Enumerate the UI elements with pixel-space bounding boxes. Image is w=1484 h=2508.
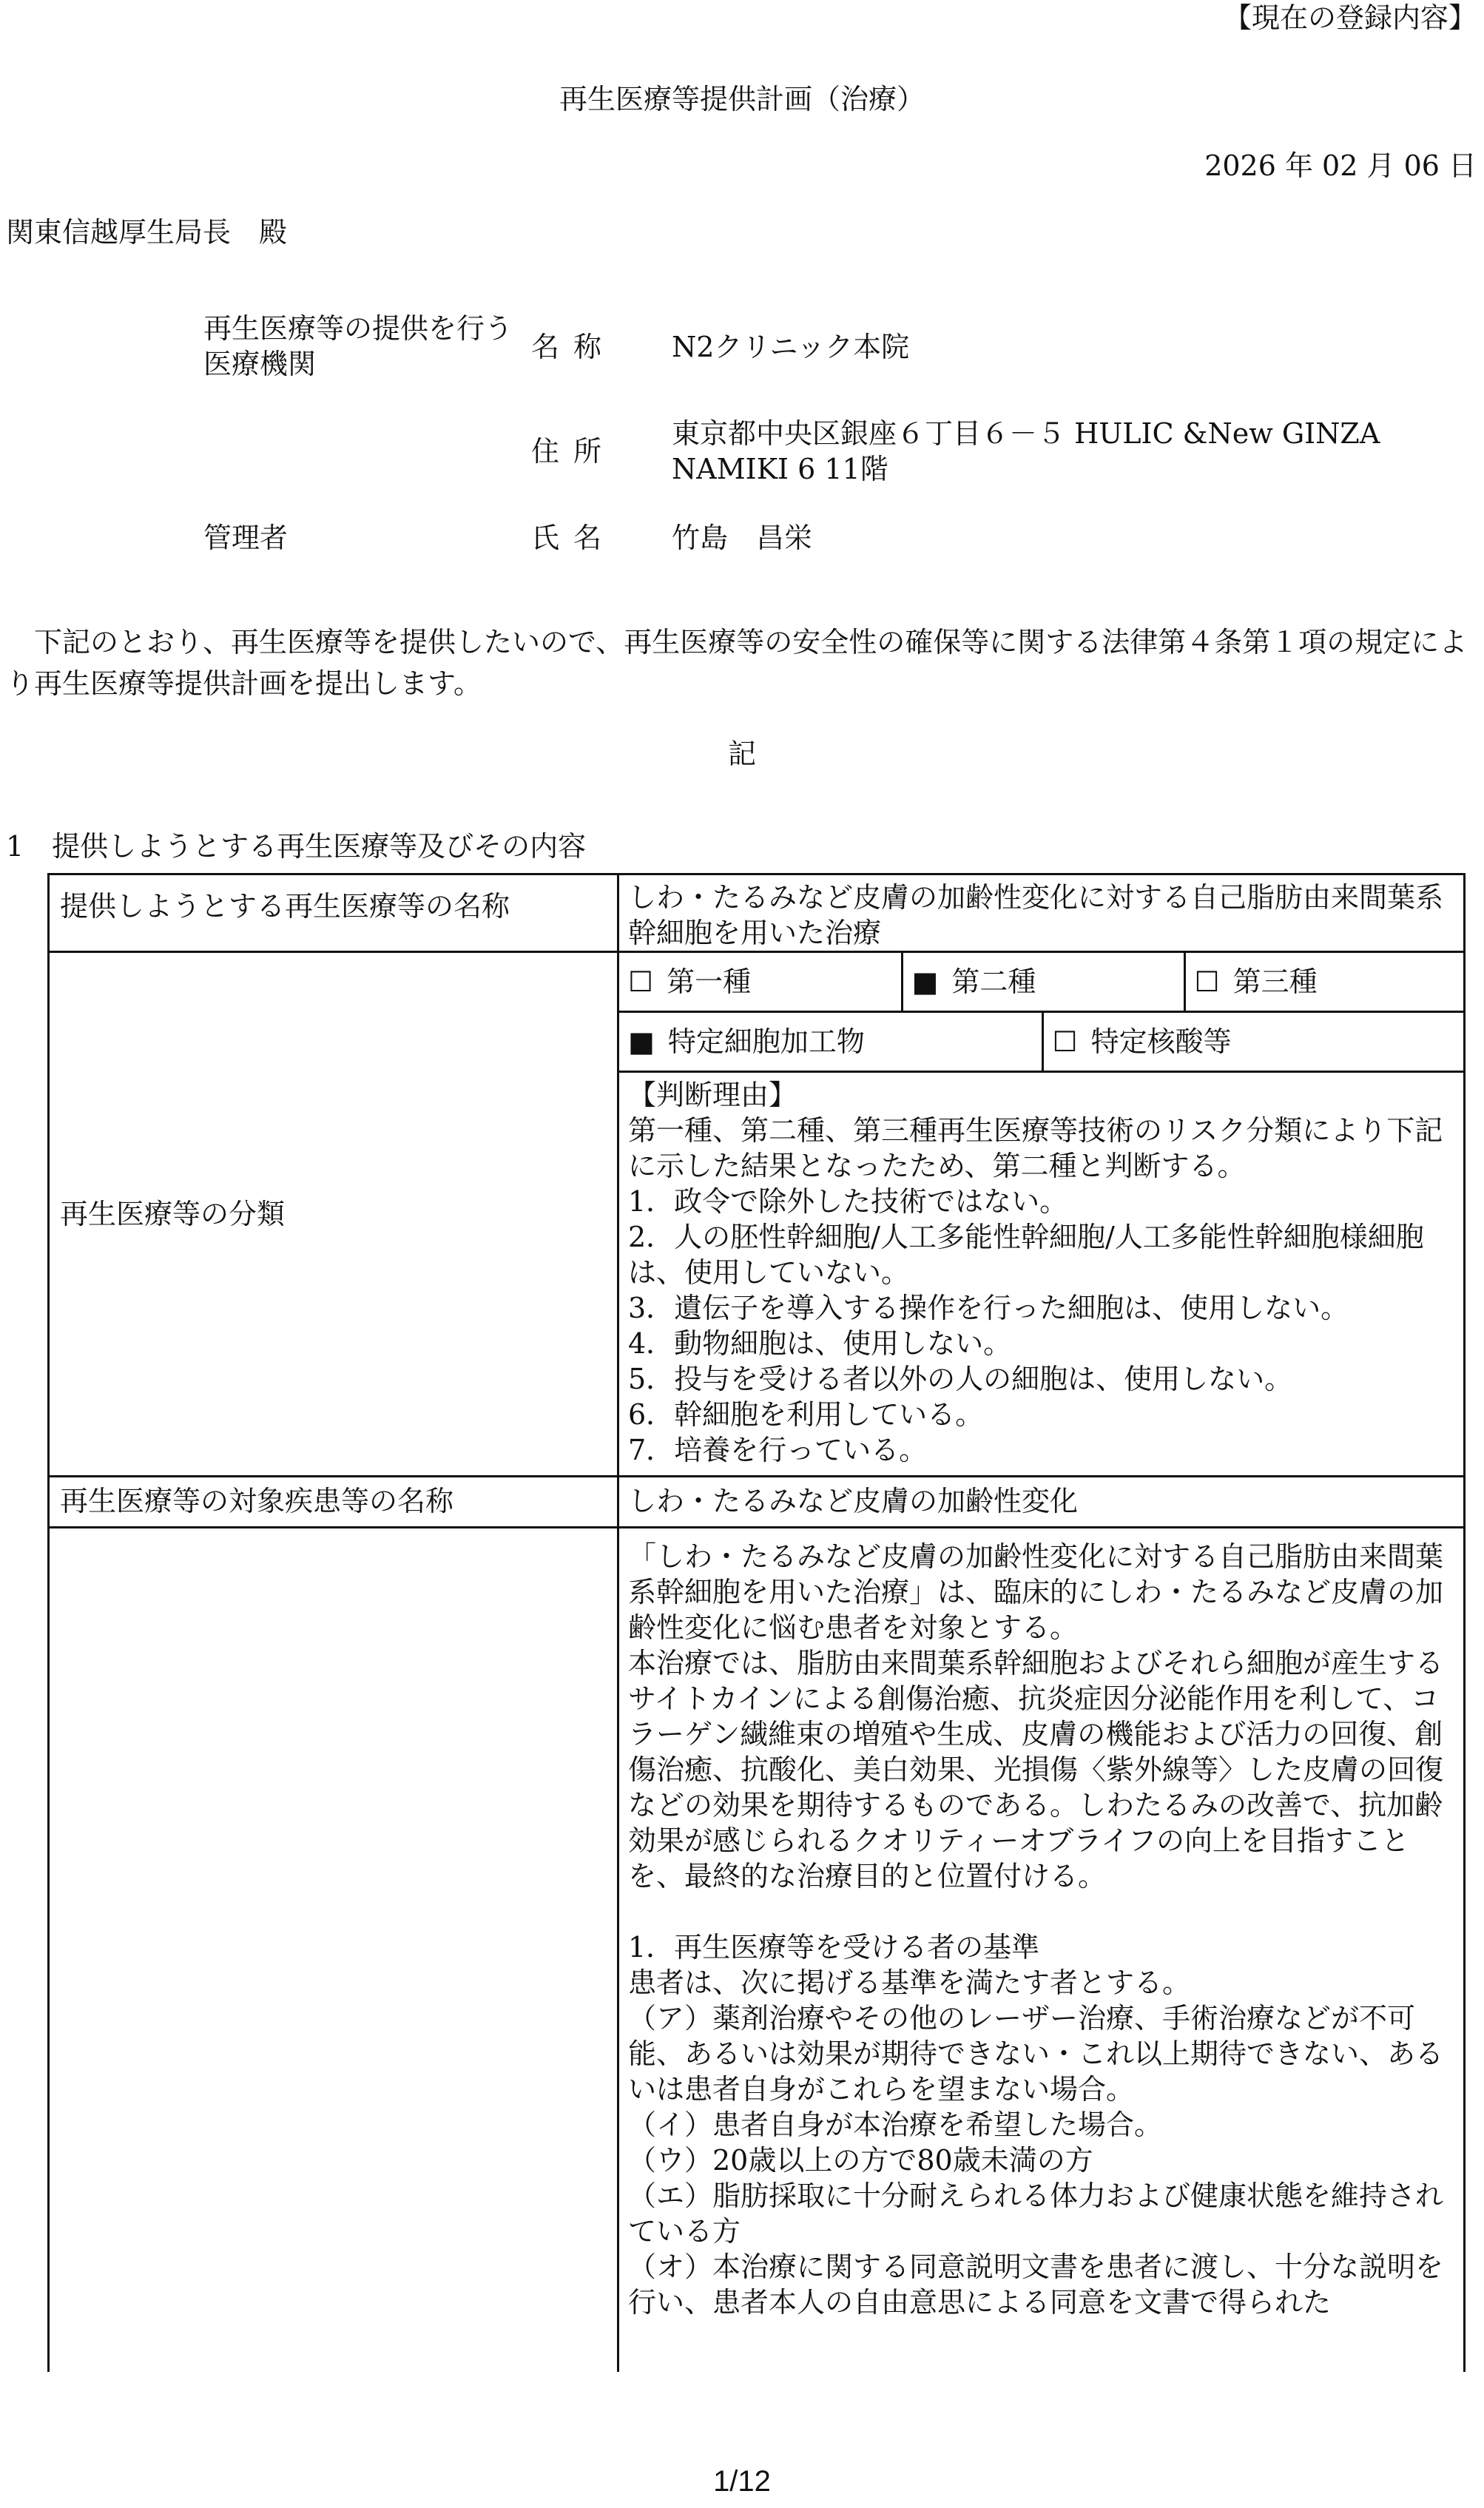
table-row — [49, 874, 1465, 952]
submission-date: 2026 年 02 月 06 日 — [1204, 149, 1477, 182]
class-option-3[interactable]: ☐ 第三種 — [1184, 953, 1466, 1011]
checkbox-unchecked-icon: ☐ — [1052, 1025, 1078, 1058]
checkbox-checked-icon: ■ — [911, 965, 939, 998]
institution-name: N2クリニック本院 — [672, 331, 910, 363]
checkbox-unchecked-icon: ☐ — [1194, 965, 1220, 998]
document-title: 再生医療等提供計画（治療） — [559, 83, 925, 115]
target-disease-cell — [618, 1477, 1465, 1528]
manager-name-label: 氏名 — [531, 522, 616, 554]
checkbox-unchecked-icon: ☐ — [628, 965, 654, 998]
plan-content-table — [47, 873, 1466, 2372]
name-label: 名称 — [531, 331, 616, 363]
risk-class-options — [619, 953, 1466, 1011]
section-1-title: 1 提供しようとする再生医療等及びその内容 — [6, 830, 587, 863]
page-number: 1/12 — [713, 2465, 771, 2498]
content-label-cell — [49, 1528, 618, 2373]
therapy-name: しわ・たるみなど皮膚の加齢性変化に対する自己脂肪由来間葉系幹細胞を用いた治療 — [628, 881, 1444, 949]
table-row — [49, 952, 1465, 1477]
addressee: 関東信越厚生局長 殿 — [6, 216, 288, 249]
type-option-2[interactable]: ☐ 特定核酸等 — [1042, 1012, 1466, 1071]
product-type-options — [619, 1011, 1466, 1071]
therapy-name-cell — [618, 874, 1465, 952]
intro-paragraph: 下記のとおり、再生医療等を提供したいので、再生医療等の安全性の確保等に関する法律第４条第１項の規定により再生医療等提供計画を提出します。 — [6, 626, 1468, 700]
ki-heading: 記 — [727, 738, 756, 770]
type-option-1[interactable]: ■ 特定細胞加工物 — [628, 1025, 865, 1058]
manager-name: 竹島 昌栄 — [672, 522, 813, 554]
table-row — [49, 1528, 1465, 2373]
classification-label: 再生医療等の分類 — [49, 952, 618, 1477]
checkbox-checked-icon: ■ — [628, 1025, 655, 1058]
target-disease: しわ・たるみなど皮膚の加齢性変化 — [628, 1485, 1079, 1517]
content-cell — [618, 1528, 1465, 2373]
registration-status-tag: 【現在の登録内容】 — [1223, 1, 1477, 34]
institution-label: 再生医療等の提供を行う医療機関 — [203, 312, 513, 380]
classification-reason: 【判断理由】 第一種、第二種、第三種再生医療等技術のリスク分類により下記に示した結果となったため、第二種と判断する。 1．政令で除外した技術ではない。 2．人の胚性幹細胞/人工多能性幹細胞/人工多能性幹細胞様細胞は、使用していない。 3．遺伝子を導入する操作を行った細胞は、使用しない。 4．動物細胞は、使用しない。 5．投与を受ける者以外の人の細胞は、使用しない。 6．幹細胞を利用している。 7．培養を行っている。 — [619, 1071, 1463, 1475]
therapy-name-label: 提供しようとする再生医療等の名称 — [49, 874, 618, 952]
target-disease-label: 再生医療等の対象疾患等の名称 — [49, 1477, 618, 1528]
table-row — [49, 1477, 1465, 1528]
therapy-description: 「しわ・たるみなど皮膚の加齢性変化に対する自己脂肪由来間葉系幹細胞を用いた治療」は、臨床的にしわ・たるみなど皮膚の加齢性変化に悩む患者を対象とする。 本治療では、脂肪由来間葉系幹細胞およびそれら細胞が産生するサイトカインによる創傷治癒、抗炎症因分泌能作用を利して、コラーゲン繊維束の増殖や生成、皮膚の機能および活力の回復、創傷治癒、抗酸化、美白効果、光損傷〈紫外線等〉した皮膚の回復などの効果を期待するものである。しわたるみの改善で、抗加齢効果が感じられるクオリティーオブライフの向上を目指すことを、最終的な治療目的と位置付ける。 1．再生医療等を受ける者の基準 患者は、次に掲げる基準を満たす者とする。 （ア）薬剤治療やその他のレーザー治療、手術治療などが不可能、あるいは効果が期待できない・これ以上期待できない、あるいは患者自身がこれらを望まない場合。 （イ）患者自身が本治療を希望した場合。 （ウ）20歳以上の方で80歳未満の方 （エ）脂肪採取に十分耐えられる体力および健康状態を維持されている方 （オ）本治療に関する同意説明文書を患者に渡し、十分な説明を行い、患者本人の自由意思による同意を文書で得られた — [628, 1540, 1444, 2319]
class-option-2[interactable]: ■ 第二種 — [902, 953, 1184, 1011]
manager-label: 管理者 — [203, 522, 289, 554]
address-label: 住所 — [531, 435, 616, 468]
address-line-2: NAMIKI 6 11階 — [672, 453, 888, 485]
class-option-1[interactable]: ☐ 第一種 — [628, 965, 752, 998]
address-line-1: 東京都中央区銀座６丁目６－５ HULIC &New GINZA — [672, 417, 1380, 450]
classification-cell — [618, 952, 1465, 1477]
